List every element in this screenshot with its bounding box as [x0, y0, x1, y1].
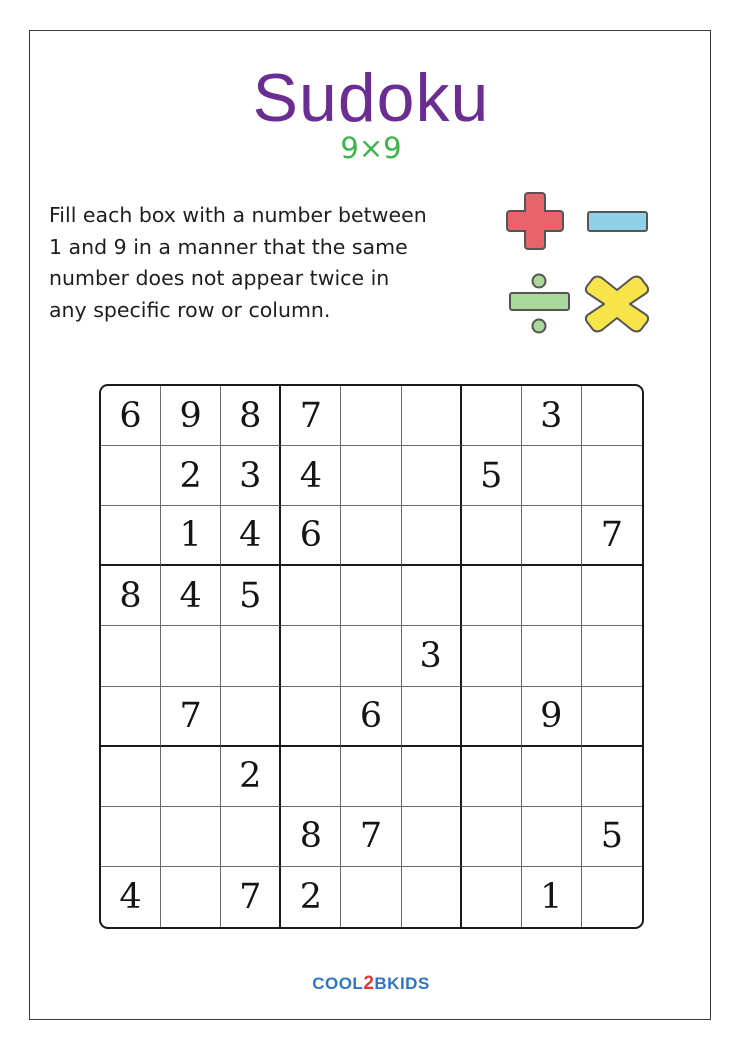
sudoku-cell[interactable]	[221, 807, 281, 867]
sudoku-cell[interactable]: 2	[161, 446, 221, 506]
sudoku-cell[interactable]: 6	[341, 687, 401, 747]
sudoku-cell[interactable]	[462, 807, 522, 867]
times-icon	[586, 277, 648, 332]
sudoku-cell[interactable]	[341, 867, 401, 927]
sudoku-cell[interactable]	[522, 566, 582, 626]
sudoku-cell[interactable]	[462, 747, 522, 807]
sudoku-cell[interactable]	[402, 446, 462, 506]
sudoku-cell[interactable]	[341, 446, 401, 506]
sudoku-cell[interactable]	[281, 687, 341, 747]
sudoku-cell[interactable]	[402, 506, 462, 566]
sudoku-cell[interactable]	[402, 386, 462, 446]
sudoku-cell[interactable]: 4	[161, 566, 221, 626]
sudoku-grid	[99, 384, 644, 929]
sudoku-cell[interactable]	[462, 386, 522, 446]
sudoku-cell[interactable]	[221, 687, 281, 747]
sudoku-cell[interactable]	[161, 867, 221, 927]
sudoku-cell[interactable]	[161, 807, 221, 867]
sudoku-cell[interactable]	[522, 807, 582, 867]
sudoku-cell[interactable]	[582, 867, 642, 927]
sudoku-cell[interactable]: 8	[221, 386, 281, 446]
sudoku-cell[interactable]	[582, 386, 642, 446]
sudoku-cell[interactable]	[522, 747, 582, 807]
logo-text-2: 2	[363, 973, 375, 994]
sudoku-cell[interactable]: 7	[582, 506, 642, 566]
instructions-line: 1 and 9 in a manner that the same	[49, 234, 408, 259]
sudoku-cell[interactable]	[281, 566, 341, 626]
cool2bkids-logo	[0, 973, 742, 995]
sudoku-cell[interactable]	[582, 446, 642, 506]
sudoku-cell[interactable]: 4	[281, 446, 341, 506]
instructions-line: any specific row or column.	[49, 297, 331, 322]
logo-text-cool: COOL	[312, 974, 364, 993]
sudoku-cell[interactable]	[341, 747, 401, 807]
sudoku-cell[interactable]	[161, 626, 221, 686]
sudoku-cell[interactable]	[341, 386, 401, 446]
sudoku-cell[interactable]: 6	[281, 506, 341, 566]
sudoku-cell[interactable]: 5	[582, 807, 642, 867]
sudoku-cell[interactable]	[402, 747, 462, 807]
sudoku-cell[interactable]: 1	[522, 867, 582, 927]
sudoku-cell[interactable]	[101, 747, 161, 807]
sudoku-cell[interactable]	[462, 626, 522, 686]
sudoku-cell[interactable]	[462, 867, 522, 927]
instructions-text	[49, 200, 449, 326]
sudoku-cell[interactable]	[462, 506, 522, 566]
sudoku-cell[interactable]	[101, 807, 161, 867]
plus-icon	[507, 193, 563, 249]
minus-icon	[588, 212, 647, 231]
logo-text-bkids: BKIDS	[374, 974, 430, 993]
sudoku-cell[interactable]: 3	[522, 386, 582, 446]
sudoku-cell[interactable]	[101, 446, 161, 506]
sudoku-cell[interactable]: 6	[101, 386, 161, 446]
sudoku-cell[interactable]	[462, 687, 522, 747]
sudoku-cell[interactable]	[582, 566, 642, 626]
sudoku-cell[interactable]	[402, 687, 462, 747]
sudoku-cell[interactable]: 8	[281, 807, 341, 867]
sudoku-cell[interactable]	[402, 807, 462, 867]
sudoku-cell[interactable]	[402, 566, 462, 626]
divide-icon	[510, 275, 569, 333]
sudoku-cell[interactable]: 7	[221, 867, 281, 927]
sudoku-cell[interactable]: 7	[161, 687, 221, 747]
sudoku-cell[interactable]: 5	[462, 446, 522, 506]
sudoku-cell[interactable]: 1	[161, 506, 221, 566]
sudoku-cell[interactable]	[582, 626, 642, 686]
sudoku-cell[interactable]	[281, 747, 341, 807]
sudoku-cell[interactable]	[522, 626, 582, 686]
sudoku-cell[interactable]: 9	[522, 687, 582, 747]
sudoku-cell[interactable]	[101, 506, 161, 566]
instructions-line: number does not appear twice in	[49, 266, 390, 290]
page-subtitle: 9×9	[340, 131, 402, 165]
sudoku-cell[interactable]	[341, 566, 401, 626]
sudoku-cell[interactable]: 4	[101, 867, 161, 927]
sudoku-cell[interactable]: 2	[221, 747, 281, 807]
sudoku-cell[interactable]	[341, 506, 401, 566]
sudoku-cell[interactable]	[221, 626, 281, 686]
sudoku-cell[interactable]	[522, 506, 582, 566]
sudoku-cell[interactable]	[101, 687, 161, 747]
sudoku-cell[interactable]	[582, 747, 642, 807]
sudoku-cell[interactable]	[281, 626, 341, 686]
sudoku-cell[interactable]	[161, 747, 221, 807]
sudoku-cell[interactable]: 4	[221, 506, 281, 566]
sudoku-cell[interactable]	[341, 626, 401, 686]
sudoku-cell[interactable]: 3	[402, 626, 462, 686]
sudoku-cell[interactable]: 7	[281, 386, 341, 446]
sudoku-cell[interactable]	[101, 626, 161, 686]
page-title: Sudoku	[252, 60, 490, 136]
sudoku-cell[interactable]: 9	[161, 386, 221, 446]
sudoku-cell[interactable]: 8	[101, 566, 161, 626]
instructions-line: Fill each box with a number between	[49, 203, 427, 227]
sudoku-cell[interactable]	[582, 687, 642, 747]
sudoku-cell[interactable]: 2	[281, 867, 341, 927]
sudoku-cell[interactable]	[522, 446, 582, 506]
sudoku-cell[interactable]	[462, 566, 522, 626]
math-symbols-icons	[505, 190, 655, 340]
sudoku-cell[interactable]: 3	[221, 446, 281, 506]
sudoku-cell[interactable]: 7	[341, 807, 401, 867]
sudoku-cell[interactable]	[402, 867, 462, 927]
sudoku-cell[interactable]: 5	[221, 566, 281, 626]
